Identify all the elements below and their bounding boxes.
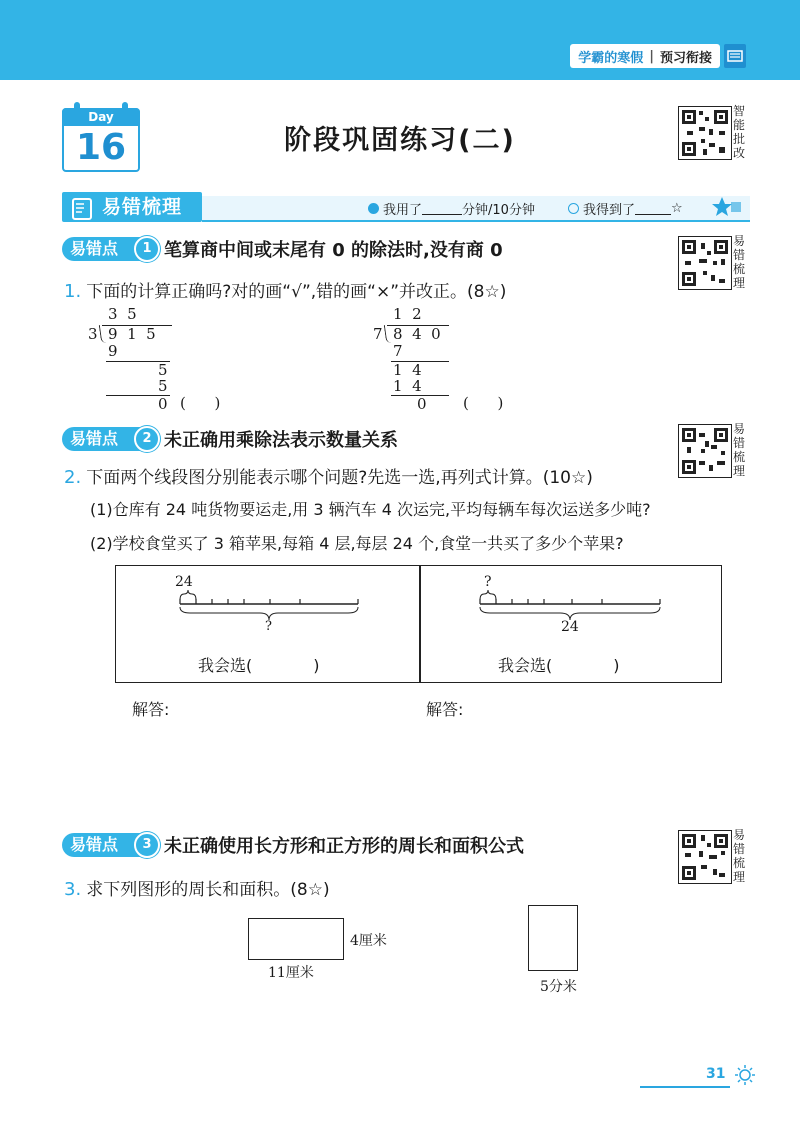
question-1	[64, 277, 506, 302]
qr-label: 易 错 梳 理	[733, 422, 746, 478]
divisor: 7	[373, 325, 383, 343]
question-3	[64, 875, 330, 900]
division-step: 1 4	[393, 377, 422, 395]
question-number: 2.	[64, 467, 82, 488]
day-number: 16	[75, 127, 127, 168]
remainder: 0	[158, 395, 168, 413]
division-step: 1 4	[393, 361, 422, 379]
left-top-label: 24	[175, 574, 193, 590]
error-point-tag: 易错点	[62, 427, 146, 451]
question-number: 1.	[64, 281, 82, 302]
question-text: 下面的计算正确吗?对的画“√”,错的画“×”并改正。(8☆)	[86, 282, 507, 302]
right-top-label: ?	[484, 574, 492, 590]
star-icon	[712, 196, 742, 222]
page-title: 阶段巩固练习(二)	[284, 125, 516, 156]
time-tracker	[368, 199, 535, 218]
quotient: 3 5	[108, 305, 137, 323]
calendar-ring-icon	[74, 102, 80, 112]
square-shape	[528, 905, 578, 971]
qr-label: 智 能 批 改	[733, 104, 746, 160]
diagram-divider	[419, 565, 421, 682]
question-number: 3.	[64, 879, 82, 900]
series-sub: 预习衔接	[659, 50, 712, 66]
division-1	[80, 305, 280, 415]
dividend: 9 1 5	[108, 325, 156, 343]
score-tracker	[568, 199, 683, 218]
section-underline	[202, 220, 750, 222]
score-blank[interactable]	[635, 202, 671, 215]
sub-question-1: (1)仓库有 24 吨货物要运走,用 3 辆汽车 4 次运完,平均每辆车每次运送多少吨?	[90, 500, 651, 519]
answer-parentheses[interactable]: ( )	[180, 394, 221, 412]
question-text: 求下列图形的周长和面积。(8☆)	[86, 880, 330, 900]
rectangle-shape	[248, 918, 344, 960]
division-bracket-side	[99, 325, 107, 343]
answer-label-right[interactable]: 解答:	[426, 700, 464, 719]
division-step: 5	[158, 377, 168, 395]
qr-code-icon[interactable]	[678, 106, 732, 160]
series-separator: |	[649, 48, 654, 64]
right-choose[interactable]: 我会选( )	[498, 656, 620, 675]
score-prefix: 我得到了	[583, 203, 636, 218]
time-prefix: 我用了	[383, 203, 423, 218]
error-point-number: 3	[134, 832, 160, 858]
division-2	[365, 305, 565, 415]
answer-parentheses[interactable]: ( )	[463, 394, 504, 412]
book-icon	[724, 44, 746, 68]
division-step: 7	[393, 342, 403, 360]
error-point-title: 未正确用乘除法表示数量关系	[164, 430, 398, 451]
qr-label: 易 错 梳 理	[733, 234, 746, 290]
calendar-ring-icon	[122, 102, 128, 112]
qr-code-icon[interactable]	[678, 236, 732, 290]
qr-code-icon[interactable]	[678, 830, 732, 884]
qr-code-icon[interactable]	[678, 424, 732, 478]
section-title: 易错梳理	[102, 196, 183, 218]
day-label: Day	[62, 108, 140, 126]
rect-height-label: 4厘米	[350, 933, 387, 949]
divisor: 3	[88, 325, 98, 343]
check-icon	[568, 203, 579, 214]
answer-label-left[interactable]: 解答:	[132, 700, 170, 719]
list-icon	[72, 198, 92, 220]
dividend: 8 4 0	[393, 325, 441, 343]
error-point-number: 2	[134, 426, 160, 452]
square-side-label: 5分米	[540, 979, 577, 995]
series-main: 学霸的寒假	[578, 50, 644, 66]
page-number-line	[640, 1086, 730, 1088]
sun-icon	[732, 1064, 758, 1090]
question-text: 下面两个线段图分别能表示哪个问题?先选一选,再列式计算。(10☆)	[86, 468, 593, 488]
rect-width-label: 11厘米	[268, 965, 314, 981]
left-bottom-label: ?	[265, 619, 272, 634]
sub-question-2: (2)学校食堂买了 3 箱苹果,每箱 4 层,每层 24 个,食堂一共买了多少个苹果?	[90, 534, 624, 553]
error-point-tag: 易错点	[62, 833, 146, 857]
quotient: 1 2	[393, 305, 422, 323]
top-banner	[0, 0, 800, 80]
question-2	[64, 463, 593, 488]
score-suffix: ☆	[671, 201, 683, 216]
page-number: 31	[706, 1066, 726, 1082]
left-choose[interactable]: 我会选( )	[198, 656, 320, 675]
right-bottom-label: 24	[561, 619, 579, 635]
error-point-tag: 易错点	[62, 237, 146, 261]
series-badge	[570, 44, 720, 68]
division-step: 9	[108, 342, 118, 360]
time-suffix: 分钟/10分钟	[462, 203, 535, 218]
division-step: 5	[158, 361, 168, 379]
clock-icon	[368, 203, 379, 214]
qr-label: 易 错 梳 理	[733, 828, 746, 884]
error-point-title: 未正确使用长方形和正方形的周长和面积公式	[164, 836, 524, 857]
error-point-number: 1	[134, 236, 160, 262]
time-blank[interactable]	[422, 202, 462, 215]
remainder: 0	[417, 395, 427, 413]
division-bracket-side	[384, 325, 392, 343]
error-point-title: 笔算商中间或末尾有 0 的除法时,没有商 0	[164, 240, 503, 261]
